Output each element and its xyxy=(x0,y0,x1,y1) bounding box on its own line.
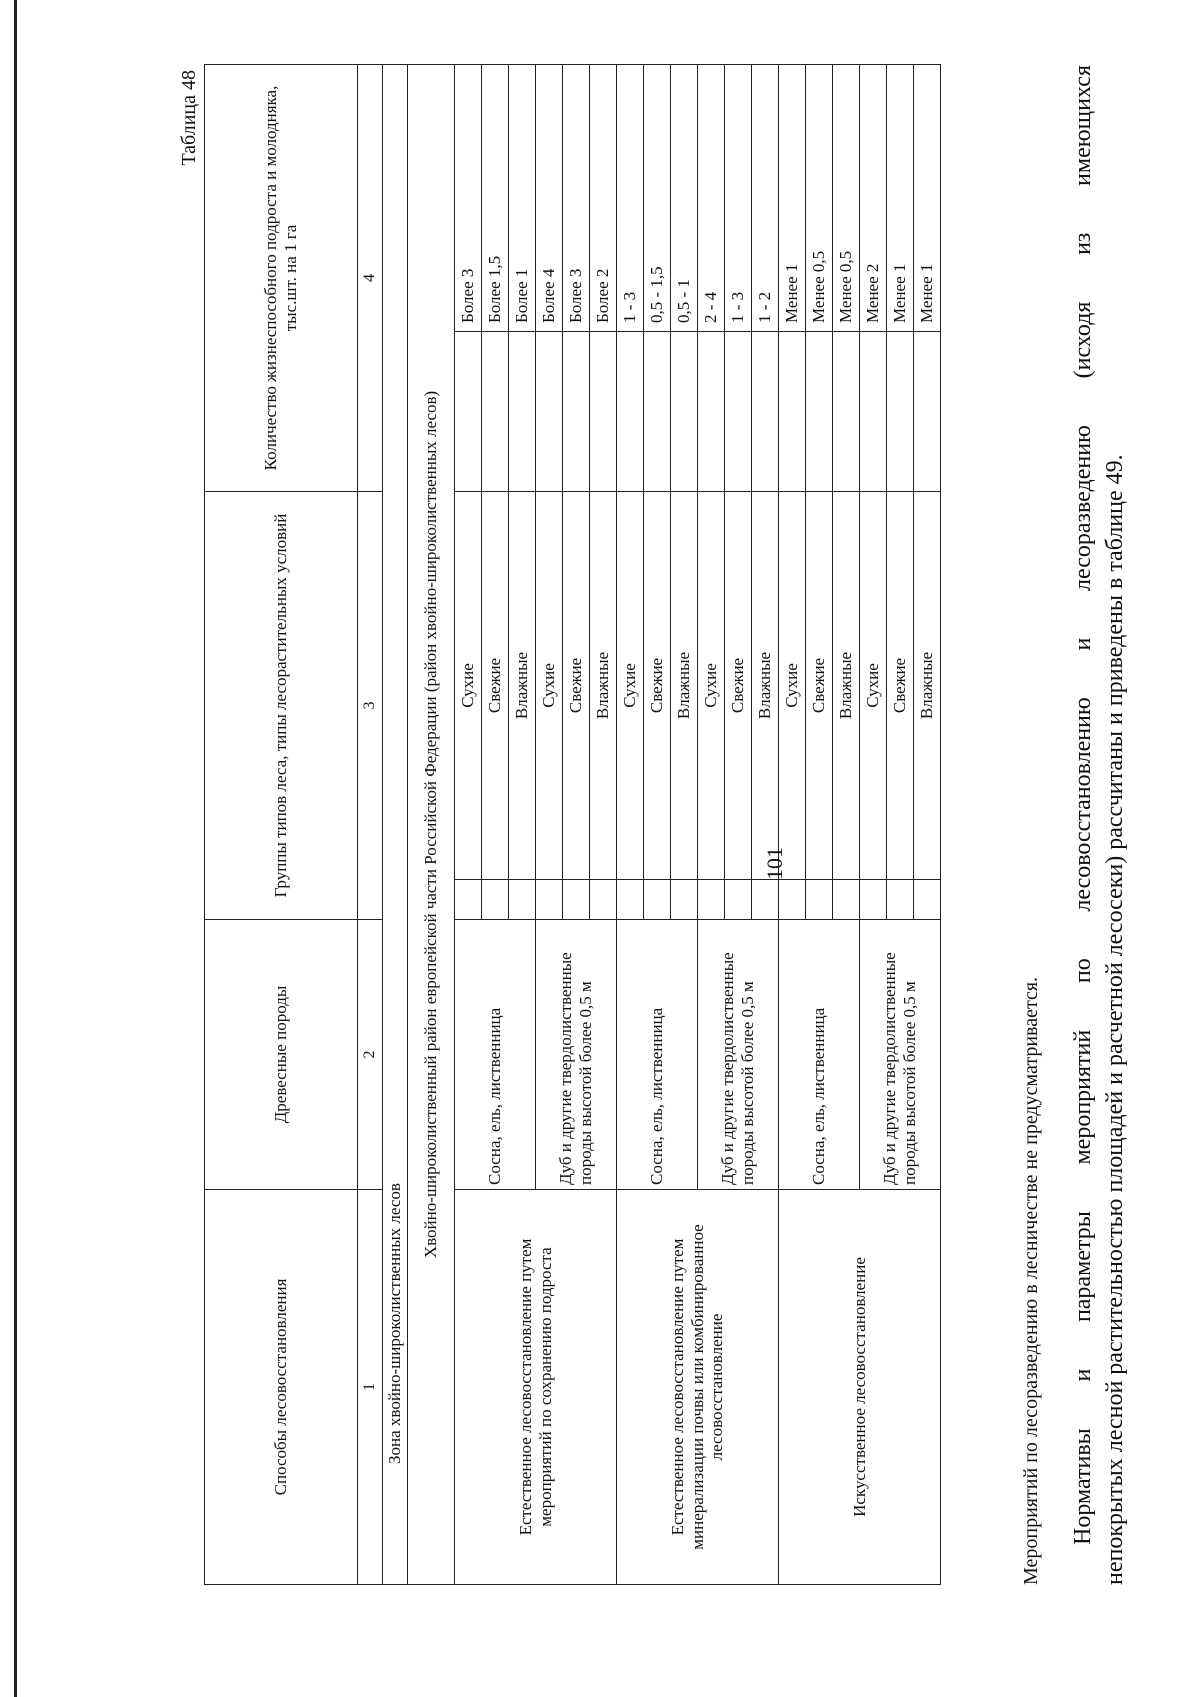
quantity-cell: Более 3 xyxy=(455,64,482,331)
forest-type-cell: Свежие xyxy=(482,491,509,879)
quantity-cell: Менее 1 xyxy=(779,64,806,331)
forest-type-cell: Свежие xyxy=(725,491,752,879)
species-cell: Дуб и другие твердолиственные породы высотой более 0,5 м xyxy=(860,920,941,1190)
empty-cell xyxy=(833,880,860,920)
empty-cell xyxy=(590,880,617,920)
quantity-cell: Менее 1 xyxy=(914,64,941,331)
empty-cell xyxy=(590,331,617,491)
species-cell: Дуб и другие твердолиственные породы высотой более 0,5 м xyxy=(536,920,617,1190)
footnote: Мероприятий по лесоразведению в лесничестве не предусматривается. xyxy=(1020,976,1042,1585)
forest-type-cell: Свежие xyxy=(887,491,914,879)
method-cell: Естественное лесовосстановление путем мероприятий по сохранению подроста xyxy=(455,1190,617,1585)
region-row xyxy=(408,64,455,1584)
empty-cell xyxy=(860,880,887,920)
forest-type-cell: Сухие xyxy=(779,491,806,879)
reforestation-table xyxy=(204,64,941,1585)
quantity-cell: Более 3 xyxy=(563,64,590,331)
body-paragraph xyxy=(1067,65,1132,1585)
empty-cell xyxy=(752,880,779,920)
quantity-cell: Менее 0,5 xyxy=(833,64,860,331)
quantity-cell: 0,5 - 1 xyxy=(671,64,698,331)
empty-cell xyxy=(779,880,806,920)
empty-cell xyxy=(509,880,536,920)
empty-cell xyxy=(509,331,536,491)
empty-cell xyxy=(671,880,698,920)
species-cell: Сосна, ель, лиственница xyxy=(455,920,536,1190)
column-number: 3 xyxy=(358,491,383,919)
empty-cell xyxy=(914,331,941,491)
forest-type-cell: Свежие xyxy=(563,491,590,879)
species-cell: Сосна, ель, лиственница xyxy=(617,920,698,1190)
header-row xyxy=(205,64,358,1584)
quantity-cell: Менее 1 xyxy=(887,64,914,331)
empty-cell xyxy=(887,880,914,920)
empty-cell xyxy=(455,880,482,920)
empty-cell xyxy=(833,331,860,491)
header-quantity: Количество жизнеспособного подроста и молодняка, тыс.шт. на 1 га xyxy=(205,64,358,491)
table-row xyxy=(617,64,644,1584)
region-title: Хвойно-широколиственный район европейской части Российской Федерации (район хвойно-широколиственных лесов) xyxy=(408,64,455,1584)
empty-cell xyxy=(914,880,941,920)
empty-cell xyxy=(806,331,833,491)
species-cell: Дуб и другие твердолиственные породы высотой более 0,5 м xyxy=(698,920,779,1190)
quantity-cell: Более 1 xyxy=(509,64,536,331)
empty-cell xyxy=(563,331,590,491)
empty-cell xyxy=(779,331,806,491)
empty-cell xyxy=(671,331,698,491)
column-number: 4 xyxy=(358,64,383,491)
empty-cell xyxy=(482,331,509,491)
empty-cell xyxy=(725,880,752,920)
quantity-cell: Менее 2 xyxy=(860,64,887,331)
forest-type-cell: Сухие xyxy=(455,491,482,879)
method-cell: Естественное лесовосстановление путем минерализации почвы или комбинированное лесовосстановление xyxy=(617,1190,779,1585)
quantity-cell: Более 4 xyxy=(536,64,563,331)
empty-cell xyxy=(455,331,482,491)
zone-row xyxy=(383,64,408,1584)
empty-cell xyxy=(482,880,509,920)
forest-type-cell: Сухие xyxy=(617,491,644,879)
header-species: Древесные породы xyxy=(205,920,358,1190)
empty-cell xyxy=(725,331,752,491)
header-methods: Способы лесовосстановления xyxy=(205,1190,358,1585)
empty-cell xyxy=(887,331,914,491)
forest-type-cell: Свежие xyxy=(644,491,671,879)
empty-cell xyxy=(698,331,725,491)
header-forest-types: Группы типов леса, типы лесорастительных условий xyxy=(205,491,358,919)
empty-cell xyxy=(536,331,563,491)
zone-title: Зона хвойно-широколиственных лесов xyxy=(383,64,408,1584)
binding-edge-line xyxy=(14,0,17,1697)
quantity-cell: Более 1,5 xyxy=(482,64,509,331)
empty-cell xyxy=(563,880,590,920)
quantity-cell: 1 - 2 xyxy=(752,64,779,331)
empty-cell xyxy=(698,880,725,920)
quantity-cell: 1 - 3 xyxy=(617,64,644,331)
paragraph-line-2: непокрытых лесной растительностью площадей и расчетной лесосеки) рассчитаны и приведены в таблице 49. xyxy=(1102,454,1129,1585)
paragraph-line-1: Нормативы и параметры мероприятий по лесовосстановлению и лесоразведению (исходя из имеющихся xyxy=(1070,65,1096,1545)
empty-cell xyxy=(644,331,671,491)
empty-cell xyxy=(752,331,779,491)
species-cell: Сосна, ель, лиственница xyxy=(779,920,860,1190)
empty-cell xyxy=(806,880,833,920)
quantity-cell: Более 2 xyxy=(590,64,617,331)
quantity-cell: Менее 0,5 xyxy=(806,64,833,331)
forest-type-cell: Влажные xyxy=(509,491,536,879)
forest-type-cell: Сухие xyxy=(860,491,887,879)
forest-type-cell: Влажные xyxy=(914,491,941,879)
table-caption: Таблица 48 xyxy=(178,70,200,166)
method-cell: Искусственное лесовосстановление xyxy=(779,1190,941,1585)
empty-cell xyxy=(617,331,644,491)
quantity-cell: 1 - 3 xyxy=(725,64,752,331)
forest-type-cell: Влажные xyxy=(671,491,698,879)
empty-cell xyxy=(860,331,887,491)
column-number: 2 xyxy=(358,920,383,1190)
rotated-page xyxy=(172,60,1172,1640)
table-row xyxy=(455,64,482,1584)
forest-type-cell: Влажные xyxy=(833,491,860,879)
forest-type-cell: Сухие xyxy=(536,491,563,879)
forest-type-cell: Свежие xyxy=(806,491,833,879)
forest-type-cell: Сухие xyxy=(698,491,725,879)
column-number-row xyxy=(358,64,383,1584)
forest-type-cell: Влажные xyxy=(752,491,779,879)
quantity-cell: 2 - 4 xyxy=(698,64,725,331)
column-number: 1 xyxy=(358,1190,383,1585)
quantity-cell: 0,5 - 1,5 xyxy=(644,64,671,331)
empty-cell xyxy=(617,880,644,920)
forest-type-cell: Влажные xyxy=(590,491,617,879)
table-row xyxy=(779,64,806,1584)
empty-cell xyxy=(536,880,563,920)
page-number: 101 xyxy=(762,847,787,880)
empty-cell xyxy=(644,880,671,920)
